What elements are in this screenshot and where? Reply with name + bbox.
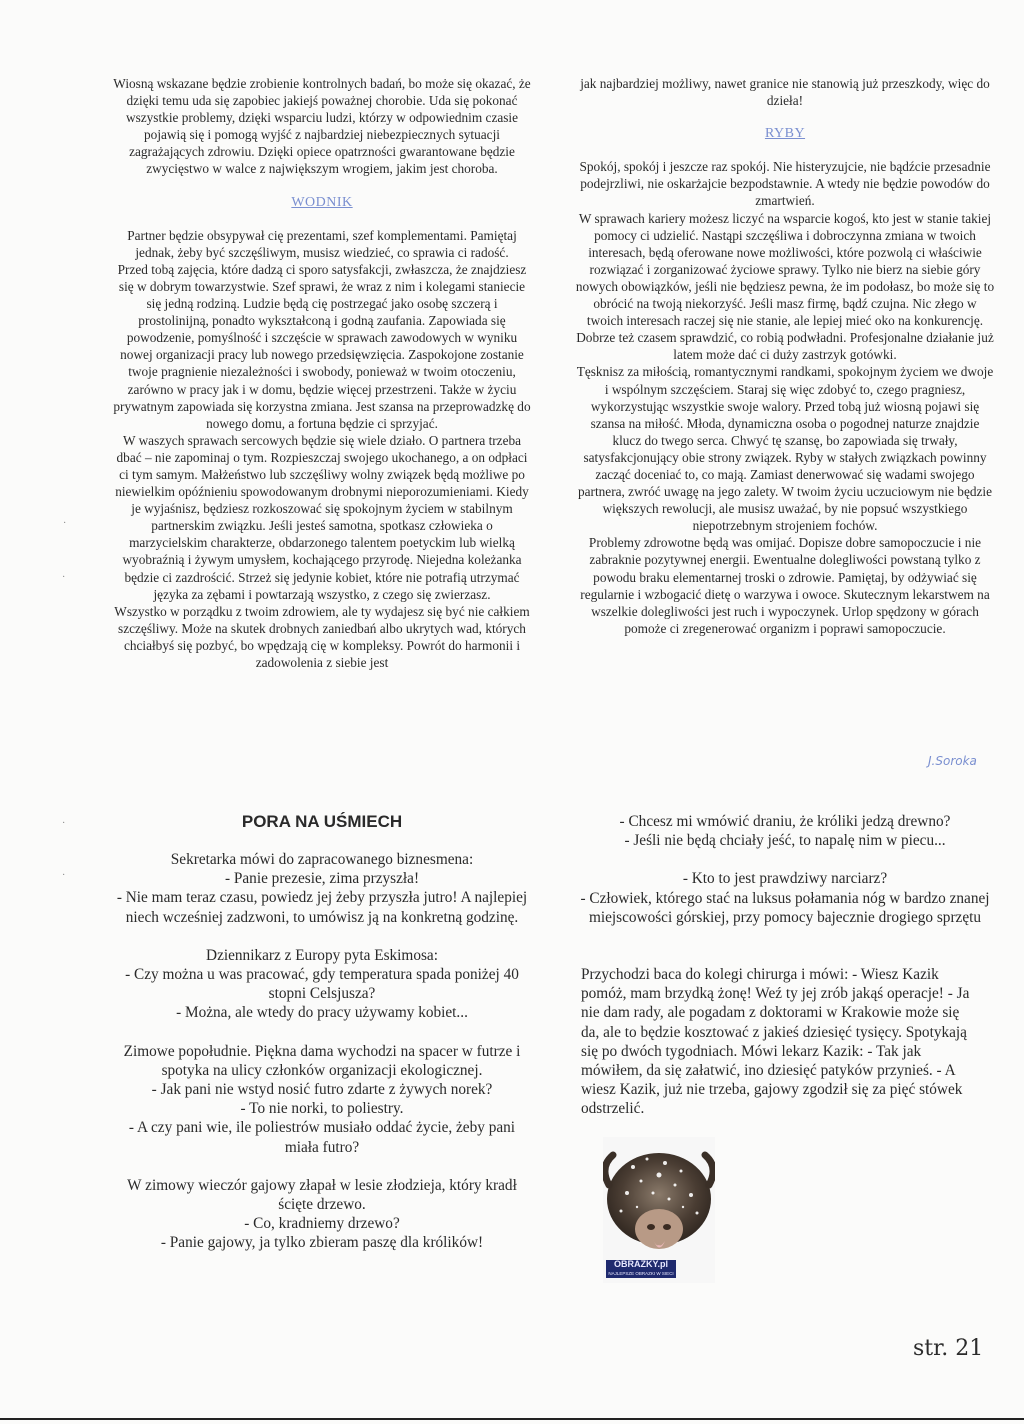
ryby-heading: RYBY xyxy=(764,126,806,142)
humor-right-column xyxy=(575,812,995,946)
watermark-badge xyxy=(606,1260,676,1278)
joke-skier xyxy=(575,869,995,927)
scan-speck: · xyxy=(62,572,66,583)
joke-gamekeeper xyxy=(112,1176,532,1253)
humor-left-column xyxy=(112,850,532,1272)
wodnik-paragraph-4: Wszystko w porządku z twoim zdrowiem, ale ty wydajesz się być nie całkiem szczęśliwy. Może na skutek drobnych zaniedbań albo ukrytych wad, których chciałbyś się pozbyć, bo wpędzają cię w kompleksy. Powrót do harmonii i zadowolenia z siebie jest xyxy=(114,603,530,670)
health-paragraph: Wiosną wskazane będzie zrobienie kontrolnych badań, bo może się okazać, że dzięki temu uda się zapobiec jakiejś poważnej chorobie. Uda się pokonać wszystkie problemy, dzięki wsparciu ludzi, którzy w odpowiednim czasie pojawią się i pomogą wyjść z najbardziej niebezpiecznych sytuacji zagrażających zdrowiu. Dzięki opiece opatrzności gwarantowane będzie zwycięstwo w walce z największym wrogiem, jakim jest choroba. xyxy=(113,76,531,177)
author-signature: J.Soroka xyxy=(928,754,977,768)
scan-speck: · xyxy=(62,870,66,881)
joke-line: - To nie norki, to poliestry. xyxy=(240,1100,404,1118)
ryby-paragraph-1: Spokój, spokój i jeszcze raz spokój. Nie histeryzujcie, nie bądźcie przesadnie podejrzliwi, nie oskarżajcie bezpodstawnie. A wtedy nie będzie powodów do zmartwień. xyxy=(579,159,991,209)
page-number: str. 21 xyxy=(913,1336,984,1361)
joke-line: - Można, ale wtedy do pracy używamy kobiet... xyxy=(176,1004,468,1022)
joke-line: - Człowiek, którego stać na luksus połamania nóg w bardzo znanej miejscowości górskiej, przy pomocy bajecznie drogiego sprzętu xyxy=(580,889,990,926)
scan-speck: · xyxy=(63,518,67,529)
joke-line: - Czy można u was pracować, gdy temperatura spada poniżej 40 stopni Celsjusza? xyxy=(125,966,519,1003)
left-column xyxy=(112,75,532,671)
ryby-paragraph-4: Problemy zdrowotne będą was omijać. Dopisze dobre samopoczucie i nie zabraknie pozytywnej energii. Ewentualne dolegliwości powstaną tylko z powodu braku elementarnej troski o zdrowie. Pamiętaj, by odżywiać się regularnie i wzbogacić dietę o warzywa i owoce. Skutecznym lekarstwem na wszelkie dolegliwości jest ruch i wypoczynek. Urlop spędzony w górach pomoże ci zregenerować organizm i poprawi samopoczucie. xyxy=(580,535,990,636)
joke-line: W zimowy wieczór gajowy złapał w lesie złodzieja, który kradł ścięte drzewo. xyxy=(127,1176,517,1214)
watermark-subtext: NAJLEPSZE OBRAZKI W SIECI xyxy=(608,1271,674,1276)
joke-line: Dziennikarz z Europy pyta Eskimosa: xyxy=(206,946,438,964)
wodnik-heading: WODNIK xyxy=(291,194,353,210)
joke-line: - Nie mam teraz czasu, powiedz jej żeby przyszła jutro! A najlepiej niech wcześniej zadzwoni, to umówisz ją na konkretną godzinę. xyxy=(116,889,528,926)
joke-line: - Kto to jest prawdziwy narciarz? xyxy=(682,870,888,888)
joke-fur xyxy=(112,1042,532,1157)
joke-line: - Panie gajowy, ja tylko zbieram paszę dla królików! xyxy=(160,1234,484,1252)
joke-secretary xyxy=(112,850,532,927)
joke-line: - Chcesz mi wmówić draniu, że króliki jedzą drewno? xyxy=(619,813,951,830)
joke-line: Zimowe popołudnie. Piękna dama wychodzi na spacer w futrze i spotyka na ulicy członków organizacji ekologicznej. xyxy=(123,1042,521,1079)
joke-line: - Co, kradniemy drzewo? xyxy=(244,1215,400,1233)
joke-line: - Jak pani nie wstyd nosić futro zdarte z żywych norek? xyxy=(151,1081,493,1099)
wodnik-paragraph-2: Przed tobą zajęcia, które dadzą ci sporo satysfakcji, zwłaszcza, że znajdziesz się w dobrym towarzystwie. Szef sprawi, że wraz z nim i kolegami staniecie się jedną rodziną. Ludzie będą cię postrzegać jako osobę szczerą i prostolinijną, ponadto wykształconą i godną zaufania. Zapowiada się powodzenie, pomyślność i szczęście w sprawach zawodowych w wyniku nowej organizacji pracy lub nowego przedsięwzięcia. Zaspokojone zostanie twoje pragnienie niezależności i swobody, ponieważ w twoim otoczeniu, zarówno w pracy jak i w domu, będzie więcej przestrzeni. Także w życiu prywatnym zapowiada się korzystna zmiana. Jest szansa na przeprowadzkę do nowego domu, a fortuna będzie ci sprzyjać. xyxy=(113,261,531,431)
joke-rabbits xyxy=(575,812,995,850)
scan-speck: · xyxy=(62,818,66,829)
humor-title: PORA NA UŚMIECH xyxy=(241,812,403,831)
watermark-text: OBRAZKY.pl xyxy=(614,1259,668,1269)
joke-line: - Jeśli nie będą chciały jeść, to napalę nim w piecu... xyxy=(624,832,946,850)
wodnik-paragraph-3: W waszych sprawach sercowych będzie się wiele działo. O partnera trzeba dbać – nie zapominaj o tym. Rozpieszczaj swojego ukochanego, a on odpłaci ci tym samym. Małżeństwo lub szczęśliwy wolny związek będą możliwe po niewielkim opóźnieniu spowodowanym drobnymi nieporozumieniami. Kiedy je wyjaśnisz, będziesz rozkoszować się spokojnym życiem w stabilnym partnerskim związku. Jeśli jesteś samotna, spotkasz człowieka o marzycielskim charakterze, obdarzonego talentem poetyckim lub wielką wyobraźnią i żywym umysłem, kochającego przyrodę. Niejedna koleżanka będzie ci zazdrościć. Strzeż się jedynie kobiet, które nie potrafią utrzymać języka za zębami i powtarzają wszystko, z czego się zwierzasz. xyxy=(115,432,529,602)
wodnik-paragraph-1: Partner będzie obsypywał cię prezentami, szef komplementami. Pamiętaj jednak, żeby być szczęśliwym, musisz wiedzieć, co sprawia ci radość. xyxy=(127,227,517,260)
scan-edge-line xyxy=(0,1418,1024,1420)
joke-eskimo xyxy=(112,946,532,1023)
continuation-paragraph: jak najbardziej możliwy, nawet granice nie stanowią już przeszkody, więc do dzieła! xyxy=(580,76,990,109)
joke-line: - A czy pani wie, ile poliestrów musiało oddać życie, żeby pani miała futro? xyxy=(128,1119,516,1156)
ryby-paragraph-2: W sprawach kariery możesz liczyć na wsparcie kogoś, kto jest w stanie takiej pomocy ci udzielić. Nastąpi szczęśliwa i dobroczynna zmiana w twoich interesach, będą oferowane nowe możliwości, które pozwolą ci właściwie rozwiązać i zorganizować życiowe sprawy. Tylko nie bierz na siebie góry nowych obowiązków, jeśli nie będziesz pewna, że im podołasz, bo może się to obrócić na twoją niekorzyść. Jeśli masz firmę, bądź czujna. Nic złego w twoich interesach raczej się nie stanie, ale lepiej mieć oko na konkurencję. Dobrze też czasem sprawdzić, co robią podwładni. Profesjonalne działanie już latem może dać ci duży zastrzyk gotówki. xyxy=(575,210,995,363)
joke-text: Przychodzi baca do kolegi chirurga i mówi: - Wiesz Kazik pomóż, mam brzydką żonę! Weź ty jej zrób jakąś operacje! - Ja nie dam rady, ale pogadam z doktorami w Krakowie może się da, ale to będzie kosztować z jakieś dziesięć tysięcy. Spotykają się po dwóch tygodniach. Mówi lekarz Kazik: - Tak jak mówiłem, da się załatwić, ino dziesięć patyków przynieś. - A wiesz Kazik, już nie trzeba, gajowy zgodził się za pięć stówek odstrzelić. xyxy=(581,966,970,1118)
right-column xyxy=(575,75,995,637)
ryby-paragraph-3: Tęsknisz za miłością, romantycznymi randkami, spokojnym życiem we dwoje i wspólnym szczęściem. Staraj się więc zdobyć to, czego pragniesz, wykorzystując wszystkie swoje walory. Przed tobą już wiosną pojawi się szansa na miłość. Młoda, dynamiczna osoba o pogodnej naturze znajdzie klucz do twego serca. Chwyć tę szansę, bo zapowiada się trwały, satysfakcjonujący obie strony związek. Ryby w stałych związkach powinny zacząć doceniać to, co mają. Zamiast denerwować się wadami swojego partnera, zwróć uwagę na jego zalety. W twoim życiu uczuciowym nie będzie większych rewolucji, ale musisz uważać, by nie popsuć wszystkiego niepotrzebnym strojeniem fochów. xyxy=(576,364,994,534)
joke-line: Sekretarka mówi do zapracowanego biznesmena: xyxy=(170,851,474,868)
joke-baca xyxy=(581,965,981,1119)
joke-line: - Panie prezesie, zima przyszła! xyxy=(224,870,420,888)
